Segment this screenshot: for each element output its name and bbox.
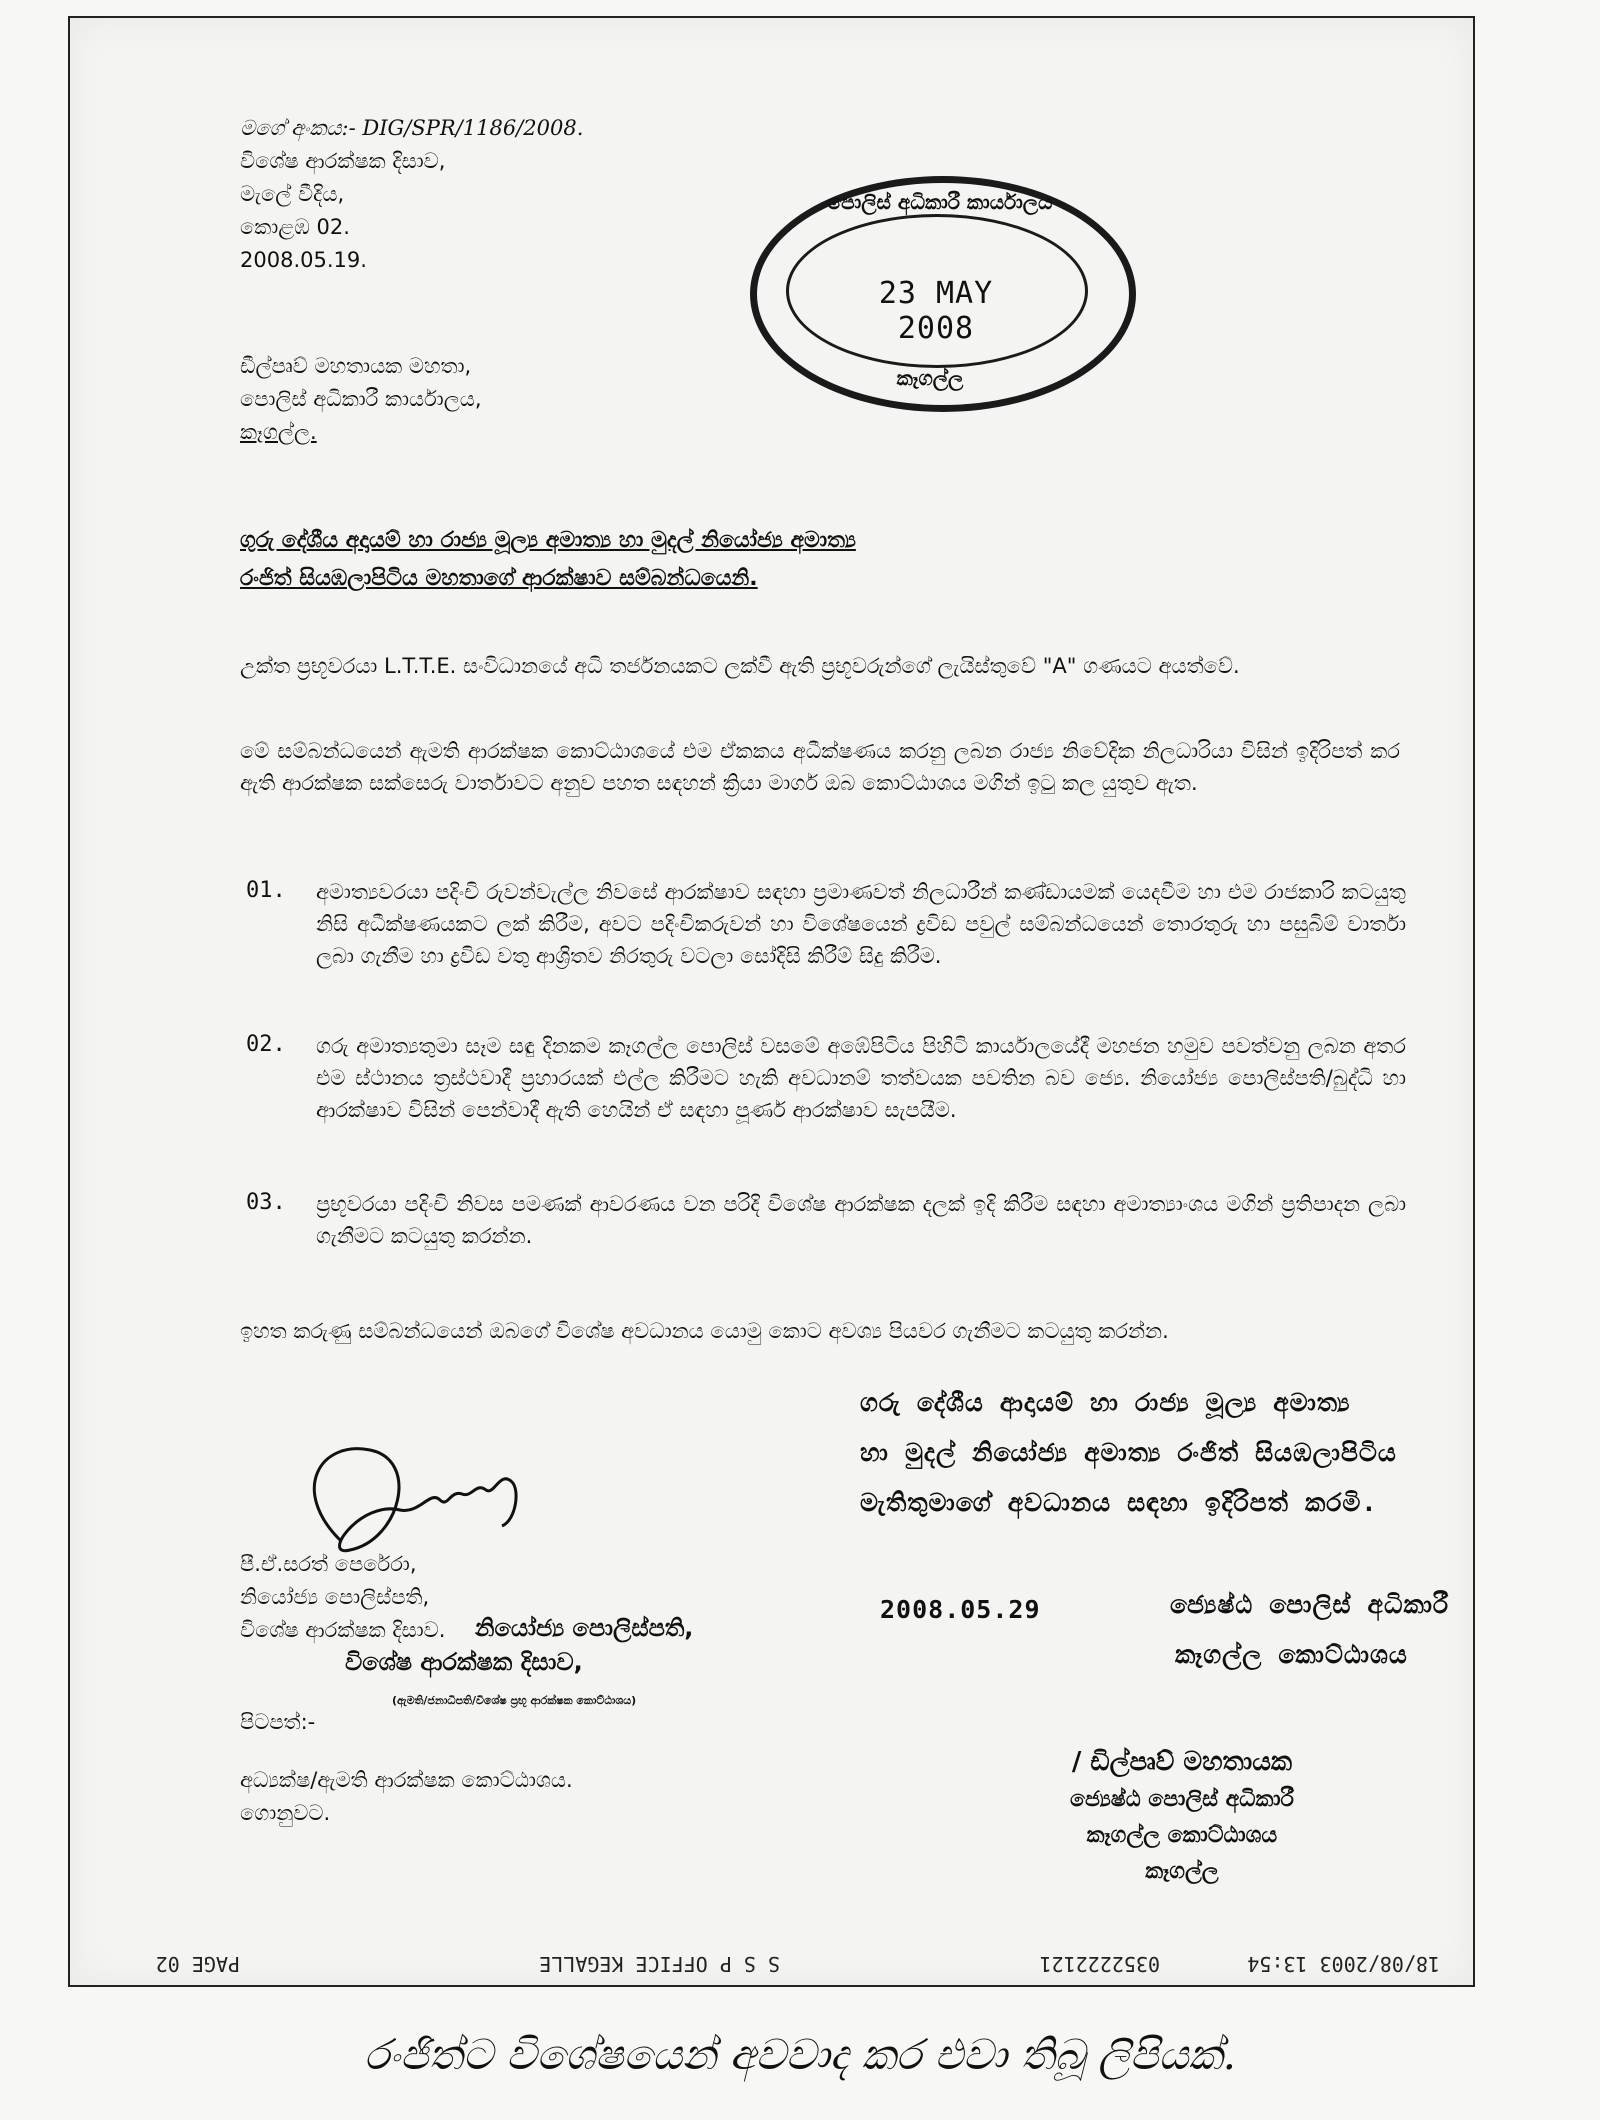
copy-recipient: අධ්‍යක්ෂ/ඇමති ආරක්ෂක කොට්ඨාශය.: [240, 1768, 573, 1792]
body-paragraph-1: උක්ත ප්‍රභූවරයා L.T.T.E. සංවිධානයේ අධි තර්ජනයකට ලක්වී ඇති ප්‍රභූවරුන්ගේ ලැයිස්තුවේ "A" ගණයට අයත්වේ.: [240, 654, 1240, 678]
handwritten-date: 2008.05.29: [880, 1595, 1041, 1624]
handwritten-sign-title: ජ්‍යෙෂ්ඨ පොලිස් අධිකාරී: [1170, 1590, 1450, 1619]
handwritten-sign-place: කෑගල්ල කොට්ඨාශය: [1175, 1640, 1408, 1669]
item-number: 02.: [246, 1032, 286, 1057]
sender-address-line: මැලේ වීදිය,: [240, 182, 345, 206]
handwritten-note-line: ගරු දේශීය ආදායම් හා රාජ්‍ය මූල්‍ය අමාත්‍ය: [860, 1388, 1351, 1417]
copy-recipient: ගොනුවට.: [240, 1801, 331, 1825]
image-caption: රංජිත්ට විශේෂයෙන් අවවාද කර එවා තිබූ ලිපියක්.: [364, 2030, 1236, 2079]
office-stamp-line: ජ්‍යෙෂ්ඨ පොලිස් අධිකාරී: [1070, 1787, 1294, 1812]
office-stamp-line: / ඩිල්ප්‍රුව් මහතායක: [1071, 1747, 1293, 1777]
office-stamp-line: කෑගල්ල: [1145, 1859, 1219, 1884]
item-text: අමාත්‍යවරයා පදිංචි රුවන්වැල්ල නිවසේ ආරක්ෂාව සඳහා ප්‍රමාණවත් නිලධාරීන් කණ්ඩායමක් යෙදවීම හා එම රාජකාරි කටයුතු නිසි අධීක්ෂණයකට ලක් කිරීම, අවට පදිංචිකරුවන් හා විශේෂයෙන් ද්‍රවිඩ පවුල් සම්බන්ධයෙන් තොරතුරු හා පසුබිම් වාර්තා ලබා ගැනීම හා ද්‍රවිඩ වතු ආශ්‍රිතව නිරතුරු වටලා සෝදිසි කිරීම් සිදු කිරීම.: [316, 880, 1406, 968]
fax-phone: 0352222121: [1039, 1952, 1160, 1976]
signatory-block: [240, 1548, 445, 1647]
signature-stamp-title: නියෝජ්‍ය පොලිස්පති,: [475, 1614, 694, 1642]
fax-datetime: 18/08/2003 13:54: [1247, 1952, 1440, 1976]
stamp-city-text: කෑගල්ල: [896, 366, 964, 390]
subject-line: ගුරු දේශීය අදායම් හා රාජ්‍ය මූල්‍ය අමාත්‍ය හා මුදල් නියෝජ්‍ය අමාත්‍ය: [240, 528, 856, 553]
item-text: ගරු අමාත්‍යතුමා සෑම සඳු දිනකම කෑගල්ල පොලිස් වසමේ අඹේපිටිය පිහිටි කාර්යාලයේදී මහජන හමුව පවත්වනු ලබන අතර එම ස්ථානය ත්‍රස්ථවාදී ප්‍රහාරයක් එල්ල කිරීමට හැකි අවධානම් තත්වයක පවතින බව ජ්‍යෙ. නියෝජ්‍ය පොලිස්පති/බුද්ධි හා ආරක්ෂාව විසින් පෙන්වාදී ඇති හෙයින් ඒ සඳහා පූර්ණ ආරක්ෂාව සැපයීම.: [316, 1034, 1406, 1122]
signature-stamp-division: විශේෂ ආරක්ෂක දිසාව,: [345, 1648, 583, 1676]
fax-header: [80, 1946, 1460, 1976]
sender-address-line: කොළඹ 02.: [240, 215, 350, 239]
office-stamp: [1070, 1742, 1294, 1890]
office-stamp-line: කෑගල්ල කොට්ඨාශය: [1086, 1823, 1278, 1848]
reference-number: මගේ අංකය:- DIG/SPR/1186/2008.: [240, 116, 584, 140]
recipient-line: පොලිස් අධිකාරී කාර්යාලය,: [240, 387, 482, 411]
recipient-line: ඩීල්ප්‍රුව් මහතායක මහතා,: [240, 354, 472, 378]
signatory-name: පී.ඒ.සරත් පෙරේරා,: [240, 1552, 417, 1576]
handwritten-note-line: මැතිතුමාගේ අවධානය සඳහා ඉදිරිපත් කරමි.: [860, 1488, 1378, 1517]
fax-office: S S P OFFICE KEGALLE: [539, 1952, 780, 1976]
stamp-office-text: පොලිස් අධිකාරී කාර්යාලය: [827, 190, 1053, 214]
signatory-title: නියෝජ්‍ය පොලිස්පති,: [240, 1585, 430, 1609]
handwritten-note-line: හා මුදල් නියෝජ්‍ය අමාත්‍ය රංජිත් සියඹලාපිටිය: [860, 1438, 1397, 1467]
subject-line: රංජිත් සියඹලාපිටිය මහතාගේ ආරක්ෂාව සම්බන්ධයෙනි.: [240, 566, 758, 591]
stamp-date: 23 MAY 2008: [878, 276, 994, 346]
handwritten-note: [860, 1378, 1397, 1528]
subject-heading: [240, 522, 856, 598]
item-number: 03.: [246, 1190, 286, 1215]
copies-list: [240, 1764, 573, 1830]
sender-address-line: 2008.05.19.: [240, 248, 367, 272]
fax-page: PAGE 02: [155, 1952, 240, 1976]
recipient-line: කෑගල්ල.: [240, 420, 317, 444]
recipient-address: [240, 350, 482, 449]
sender-address: [240, 145, 445, 277]
copies-label: පිටපත්:-: [240, 1710, 316, 1734]
signature-stamp-subtitle: (ඇමති/ජනාධිපති/විශේෂ ප්‍රභූ ආරක්ෂක කොට්ඨාශය): [392, 1694, 637, 1707]
sender-address-line: විශේෂ ආරක්ෂක දිසාව,: [240, 149, 446, 173]
item-text: ප්‍රභූවරයා පදිංචි නිවස පමණක් ආවරණය වන පරිදි විශේෂ ආරක්ෂක දලක් ඉදි කිරීම සඳහා අමාත්‍යාංශය මගින් ප්‍රතිපාදන ලබා ගැනීමට කටයුතු කරන්න.: [316, 1192, 1406, 1248]
body-paragraph-2: මේ සම්බන්ධයෙන් ඇමති ආරක්ෂක කොට්ඨාශයේ එම ඒකකය අධීක්ෂණය කරනු ලබන රාජ්‍ය නිවේදික නිලධාරියා විසින් ඉදිරිපත් කර ඇති ආරක්ෂක සක්සෙරු වාර්තාවට අනුව පහත සඳහන් ක්‍රියා මාර්ග ඔබ කොට්ඨාශය මගින් ඉටු කල යුතුව ඇත.: [240, 739, 1400, 795]
signatory-division: විශේෂ ආරක්ෂක දිසාව.: [240, 1618, 446, 1642]
closing-paragraph: ඉහත කරුණු සම්බන්ධයෙන් ඔබගේ විශේෂ අවධානය යොමු කොට අවශ්‍ය පියවර ගැනීමට කටයුතු කරන්න.: [240, 1319, 1169, 1343]
item-number: 01.: [246, 878, 286, 903]
